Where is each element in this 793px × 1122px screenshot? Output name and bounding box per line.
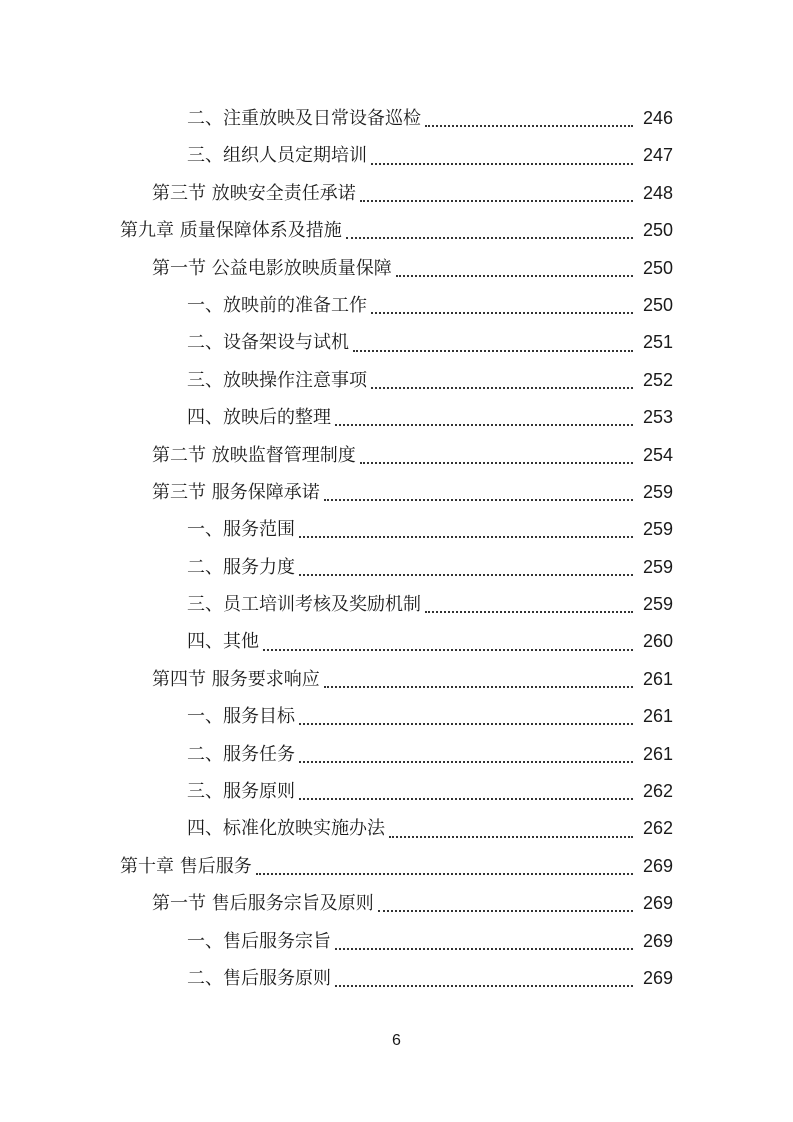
toc-dot-leader: [324, 685, 633, 688]
toc-dot-leader: [360, 199, 633, 202]
toc-entry-page: 269: [642, 967, 673, 988]
toc-entry[interactable]: [0, 773, 793, 810]
toc-dot-leader: [299, 573, 633, 576]
toc-entry-title: 一、服务范围: [187, 519, 295, 541]
toc-entry[interactable]: [0, 362, 793, 399]
toc-dot-leader: [256, 872, 633, 875]
toc-entry-title: 第十章 售后服务: [120, 855, 252, 877]
toc-entry-page: 247: [642, 145, 673, 166]
toc-entry-title: 二、注重放映及日常设备巡检: [187, 108, 421, 129]
toc-dot-leader: [378, 909, 633, 912]
toc-entry-title: 二、售后服务原则: [187, 967, 331, 989]
toc-entry-page: 261: [642, 706, 673, 727]
toc-dot-leader: [371, 162, 633, 165]
toc-entry-title: 三、放映操作注意事项: [187, 369, 367, 391]
toc-entry-page: 252: [642, 369, 673, 390]
toc-dot-leader: [425, 610, 633, 613]
toc-entry[interactable]: [0, 437, 793, 474]
toc-entry-page: 260: [642, 631, 673, 652]
toc-entry[interactable]: [0, 137, 793, 174]
toc-entry-title: 三、服务原则: [187, 781, 295, 803]
toc-entry-title: 一、售后服务宗旨: [187, 930, 331, 952]
toc-entry-title: 一、服务目标: [187, 706, 295, 728]
toc-entry[interactable]: [0, 848, 793, 885]
page-number: 6: [392, 1032, 401, 1049]
toc-entry-page: 251: [642, 332, 673, 353]
toc-entry-title: 第四节 服务要求响应: [152, 668, 320, 690]
toc-entry[interactable]: [0, 511, 793, 548]
toc-dot-leader: [299, 535, 633, 538]
toc-entry-page: 248: [642, 182, 673, 203]
toc-dot-leader: [299, 797, 633, 800]
toc-dot-leader: [324, 498, 633, 501]
toc-entry-title: 一、放映前的准备工作: [187, 294, 367, 316]
toc-entry[interactable]: [0, 586, 793, 623]
toc-entry[interactable]: [0, 287, 793, 324]
toc-entry[interactable]: [0, 923, 793, 960]
toc-entry[interactable]: [0, 661, 793, 698]
toc-entry[interactable]: [0, 250, 793, 287]
toc-dot-leader: [335, 984, 633, 987]
toc-entry-page: 259: [642, 481, 673, 502]
toc-entry-page: 250: [642, 294, 673, 315]
toc-dot-leader: [360, 461, 633, 464]
toc-entry-title: 第一节 售后服务宗旨及原则: [152, 893, 374, 915]
toc-entry-page: 269: [642, 855, 673, 876]
toc-dot-leader: [346, 236, 633, 239]
toc-dot-leader: [263, 648, 633, 651]
toc-entry-title: 三、组织人员定期培训: [187, 145, 367, 167]
toc-dot-leader: [389, 835, 633, 838]
toc-entry[interactable]: [0, 549, 793, 586]
toc-entry-page: 254: [642, 444, 673, 465]
toc-entry-title: 二、服务任务: [187, 743, 295, 765]
toc-entry-page: 261: [642, 668, 673, 689]
toc-dot-leader: [299, 760, 633, 763]
toc-entry-title: 第三节 服务保障承诺: [152, 481, 320, 503]
toc-entry[interactable]: [0, 698, 793, 735]
toc-entry-title: 第一节 公益电影放映质量保障: [152, 257, 392, 279]
toc-entry-title: 四、放映后的整理: [187, 407, 331, 429]
toc-dot-leader: [353, 349, 633, 352]
toc-entry-page: 246: [642, 108, 673, 128]
toc-entry-page: 259: [642, 594, 673, 615]
toc-entry-page: 259: [642, 519, 673, 540]
toc-dot-leader: [299, 722, 633, 725]
toc-dot-leader: [396, 274, 633, 277]
toc-entry-title: 二、设备架设与试机: [187, 332, 349, 354]
toc-entry[interactable]: [0, 175, 793, 212]
toc-entry-title: 第二节 放映监督管理制度: [152, 444, 356, 466]
toc-entry[interactable]: [0, 324, 793, 361]
toc-entry-title: 四、标准化放映实施办法: [187, 818, 385, 840]
toc-entry-page: 253: [642, 407, 673, 428]
toc-entry-page: 269: [642, 930, 673, 951]
toc-entry[interactable]: [0, 736, 793, 773]
toc-dot-leader: [425, 124, 633, 127]
toc-dot-leader: [371, 386, 633, 389]
toc-dot-leader: [335, 423, 633, 426]
toc-entry[interactable]: [0, 960, 793, 997]
toc-dot-leader: [335, 947, 633, 950]
toc-entry[interactable]: [0, 810, 793, 847]
toc-entry-page: 269: [642, 893, 673, 914]
toc-entry[interactable]: [0, 885, 793, 922]
toc-entry[interactable]: [0, 399, 793, 436]
toc-entry-title: 第三节 放映安全责任承诺: [152, 182, 356, 204]
toc-entry[interactable]: [0, 212, 793, 249]
toc-dot-leader: [371, 311, 633, 314]
toc-entry[interactable]: [0, 623, 793, 660]
toc-entry[interactable]: [0, 100, 793, 137]
toc-entry-page: 250: [642, 257, 673, 278]
toc-entry-title: 二、服务力度: [187, 556, 295, 578]
table-of-contents: [0, 100, 793, 997]
toc-entry-page: 259: [642, 556, 673, 577]
toc-entry[interactable]: [0, 474, 793, 511]
toc-entry-page: 250: [642, 220, 673, 241]
toc-entry-page: 262: [642, 781, 673, 802]
toc-entry-title: 四、其他: [187, 631, 259, 653]
toc-entry-page: 262: [642, 818, 673, 839]
toc-entry-title: 三、员工培训考核及奖励机制: [187, 594, 421, 616]
toc-entry-title: 第九章 质量保障体系及措施: [120, 220, 342, 242]
toc-entry-page: 261: [642, 743, 673, 764]
